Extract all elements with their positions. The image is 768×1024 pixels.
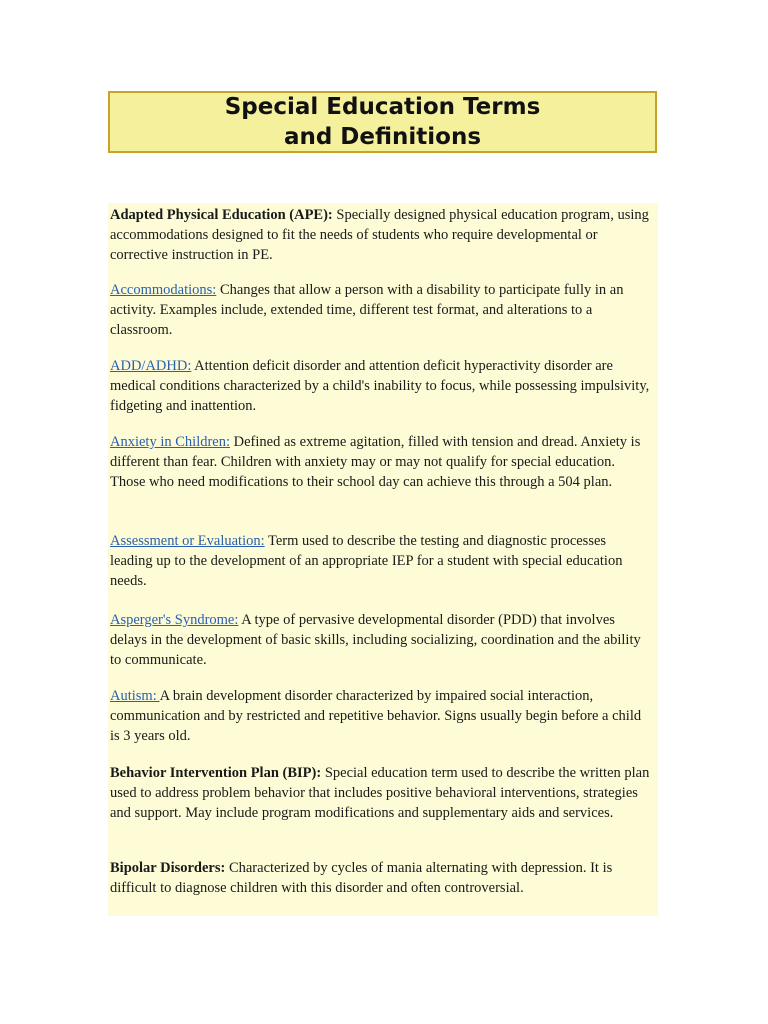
definition-entry-bipolar — [110, 858, 652, 898]
term-bip: Behavior Intervention Plan (BIP): — [110, 765, 322, 781]
document-title-box — [108, 91, 657, 153]
term-assessment-link[interactable]: Assessment or Evaluation: — [110, 533, 265, 549]
definition-entry-accommodations — [110, 280, 652, 340]
term-bipolar: Bipolar Disorders: — [110, 860, 226, 876]
definition-bipolar: Characterized by cycles of mania alternating with depression. It is difficult to diagnose children with this disorder and often controversial. — [110, 860, 613, 896]
term-add-adhd-link[interactable]: ADD/ADHD: — [110, 358, 192, 374]
definition-autism: A brain development disorder characterized by impaired social interaction, communication and by restricted and repetitive behavior. Signs usually begin before a child is 3 years old. — [110, 688, 642, 744]
definitions-list — [108, 203, 658, 916]
definition-entry-anxiety — [110, 432, 652, 492]
definition-bip: Special education term used to describe the written plan used to address problem behavior that includes positive behavioral interventions, strategies and support. May include program modifications and supplementary aids and services. — [110, 765, 650, 821]
term-accommodations-link[interactable]: Accommodations: — [110, 282, 217, 298]
definition-entry-aspergers — [110, 610, 652, 670]
definition-entry-add-adhd — [110, 356, 652, 416]
definition-entry-assessment — [110, 531, 652, 591]
term-aspergers-link[interactable]: Asperger's Syndrome: — [110, 612, 239, 628]
document-title-line-2: and Definitions — [283, 124, 482, 150]
definition-accommodations: Changes that allow a person with a disability to participate fully in an activity. Examples include, extended time, different test format, and alterations to a classroom. — [110, 282, 624, 338]
document-title-line-1: Special Education Terms — [224, 94, 541, 120]
term-autism-link[interactable]: Autism: — [110, 688, 160, 704]
term-ape: Adapted Physical Education (APE): — [110, 207, 333, 223]
definition-entry-autism — [110, 686, 652, 746]
term-anxiety-link[interactable]: Anxiety in Children: — [110, 434, 231, 450]
definition-assessment: Term used to describe the testing and diagnostic processes leading up to the development of an appropriate IEP for a student with special education needs. — [110, 533, 623, 589]
definition-entry-ape — [110, 205, 652, 265]
definition-entry-bip — [110, 763, 652, 823]
definition-add-adhd: Attention deficit disorder and attention deficit hyperactivity disorder are medical conditions characterized by a child's inability to focus, while possessing impulsivity, fidgeting and inattention. — [110, 358, 650, 414]
definition-ape: Specially designed physical education program, using accommodations designed to fit the needs of students who require developmental or corrective instruction in PE. — [110, 207, 649, 263]
definition-aspergers: A type of pervasive developmental disorder (PDD) that involves delays in the development of basic skills, including socializing, coordination and the ability to communicate. — [110, 612, 641, 668]
definition-anxiety: Defined as extreme agitation, filled with tension and dread. Anxiety is different than fear. Children with anxiety may or may not qualify for special education. Those who need modifications to their school day can achieve this through a 504 plan. — [110, 434, 641, 490]
